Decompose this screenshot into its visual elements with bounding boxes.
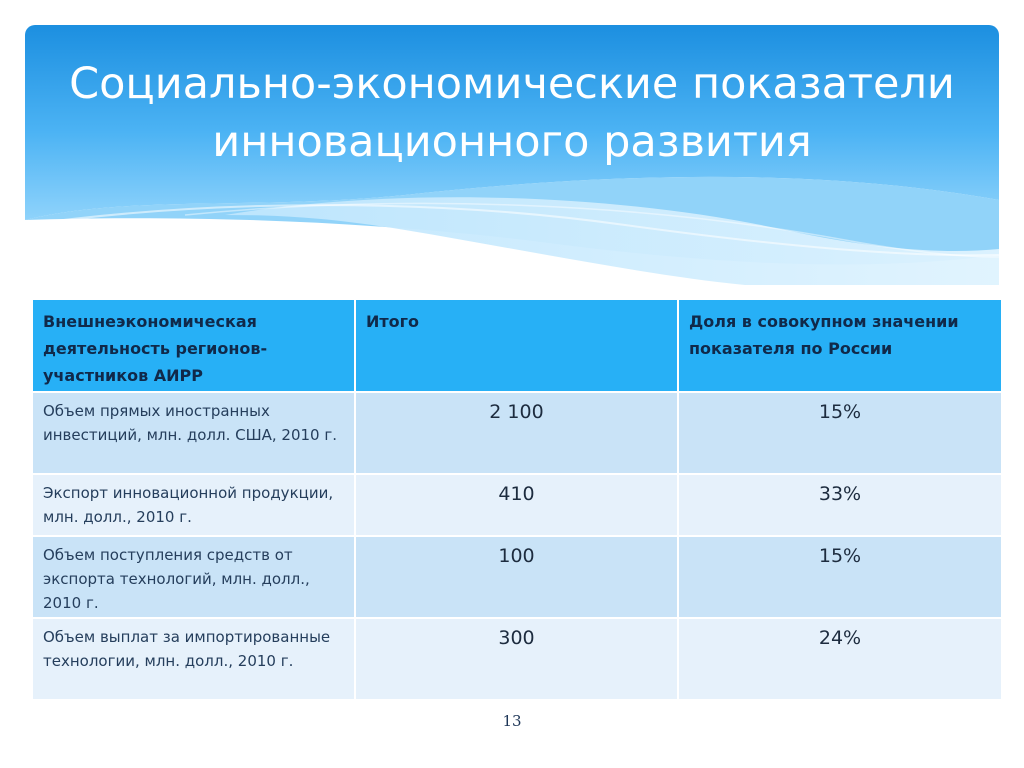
title-line-2: инновационного развития <box>212 117 812 167</box>
slide-title <box>25 55 999 171</box>
header-share: Доля в совокупном значении показателя по России <box>678 299 1002 392</box>
table-row <box>32 392 1002 474</box>
indicators-table <box>31 298 1003 701</box>
table-row <box>32 618 1002 700</box>
table-header-row <box>32 299 1002 392</box>
share-cell: 15% <box>678 536 1002 618</box>
total-cell: 2 100 <box>355 392 678 474</box>
title-line-1: Социально-экономические показатели <box>69 59 955 109</box>
total-cell: 300 <box>355 618 678 700</box>
share-cell: 24% <box>678 618 1002 700</box>
total-cell: 100 <box>355 536 678 618</box>
header-activity: Внешнеэкономическая деятельность регионов-участников АИРР <box>32 299 355 392</box>
indicator-cell: Экспорт инновационной продукции, млн. долл., 2010 г. <box>32 474 355 536</box>
table-row <box>32 536 1002 618</box>
header-total: Итого <box>355 299 678 392</box>
total-cell: 410 <box>355 474 678 536</box>
indicator-cell: Объем выплат за импортированные технологии, млн. долл., 2010 г. <box>32 618 355 700</box>
table-row <box>32 474 1002 536</box>
indicator-cell: Объем прямых иностранных инвестиций, млн. долл. США, 2010 г. <box>32 392 355 474</box>
title-banner <box>25 25 999 285</box>
slide-number: 13 <box>502 712 522 730</box>
indicator-cell: Объем поступления средств от экспорта технологий, млн. долл., 2010 г. <box>32 536 355 618</box>
share-cell: 33% <box>678 474 1002 536</box>
share-cell: 15% <box>678 392 1002 474</box>
